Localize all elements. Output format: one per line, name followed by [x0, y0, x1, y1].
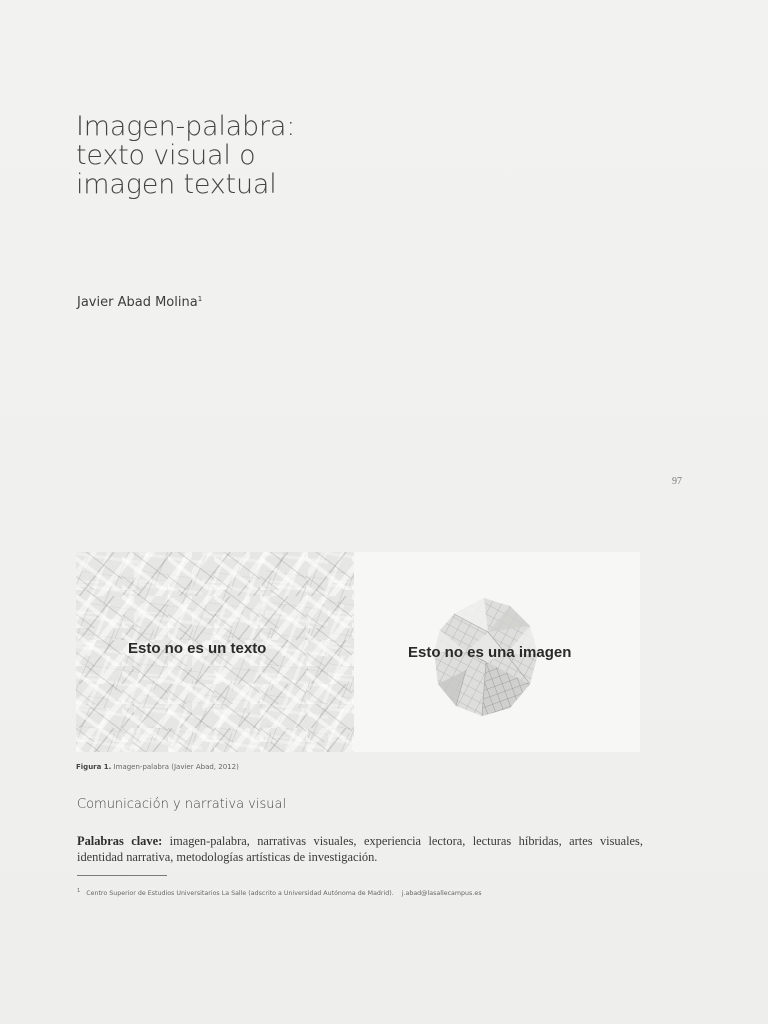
- figure-caption: [76, 763, 239, 771]
- page-number: 97: [672, 476, 682, 487]
- author-name: [77, 295, 202, 310]
- title-line-1: Imagen-palabra:: [76, 111, 296, 142]
- figure-1: [76, 552, 640, 752]
- keywords-label: Palabras clave:: [77, 834, 163, 848]
- footnote-divider: [77, 875, 167, 876]
- keywords-text: imagen-palabra, narrativas visuales, experiencia lectora, lecturas híbridas, artes visuales, identidad narrativa, metodologías artísticas de investigación.: [77, 834, 643, 864]
- title-line-3: imagen textual: [76, 169, 277, 200]
- figure-left-text: Esto no es un texto: [128, 640, 267, 657]
- article-title: [76, 112, 476, 199]
- section-heading: Comunicación y narrativa visual: [77, 797, 287, 812]
- author-footnote-marker: 1: [197, 295, 203, 303]
- footnote-marker: 1: [77, 888, 81, 894]
- title-line-2: texto visual o: [76, 140, 256, 171]
- footnote: [77, 888, 481, 897]
- author-text: Javier Abad Molina: [77, 295, 198, 310]
- figure-caption-label: Figura 1.: [76, 763, 112, 771]
- figure-caption-text: Imagen-palabra (Javier Abad, 2012): [113, 763, 239, 771]
- footnote-email: j.abad@lasallecampus.es: [401, 890, 482, 897]
- crumpled-paper-flat-image: [76, 552, 354, 752]
- crumpled-paper-ball-image: [354, 552, 640, 752]
- keywords-paragraph: [77, 833, 643, 865]
- figure-right-text: Esto no es una imagen: [408, 644, 572, 661]
- footnote-text: Centro Superior de Estudios Universitarios La Salle (adscrito a Universidad Autónoma de Madrid).: [86, 890, 394, 897]
